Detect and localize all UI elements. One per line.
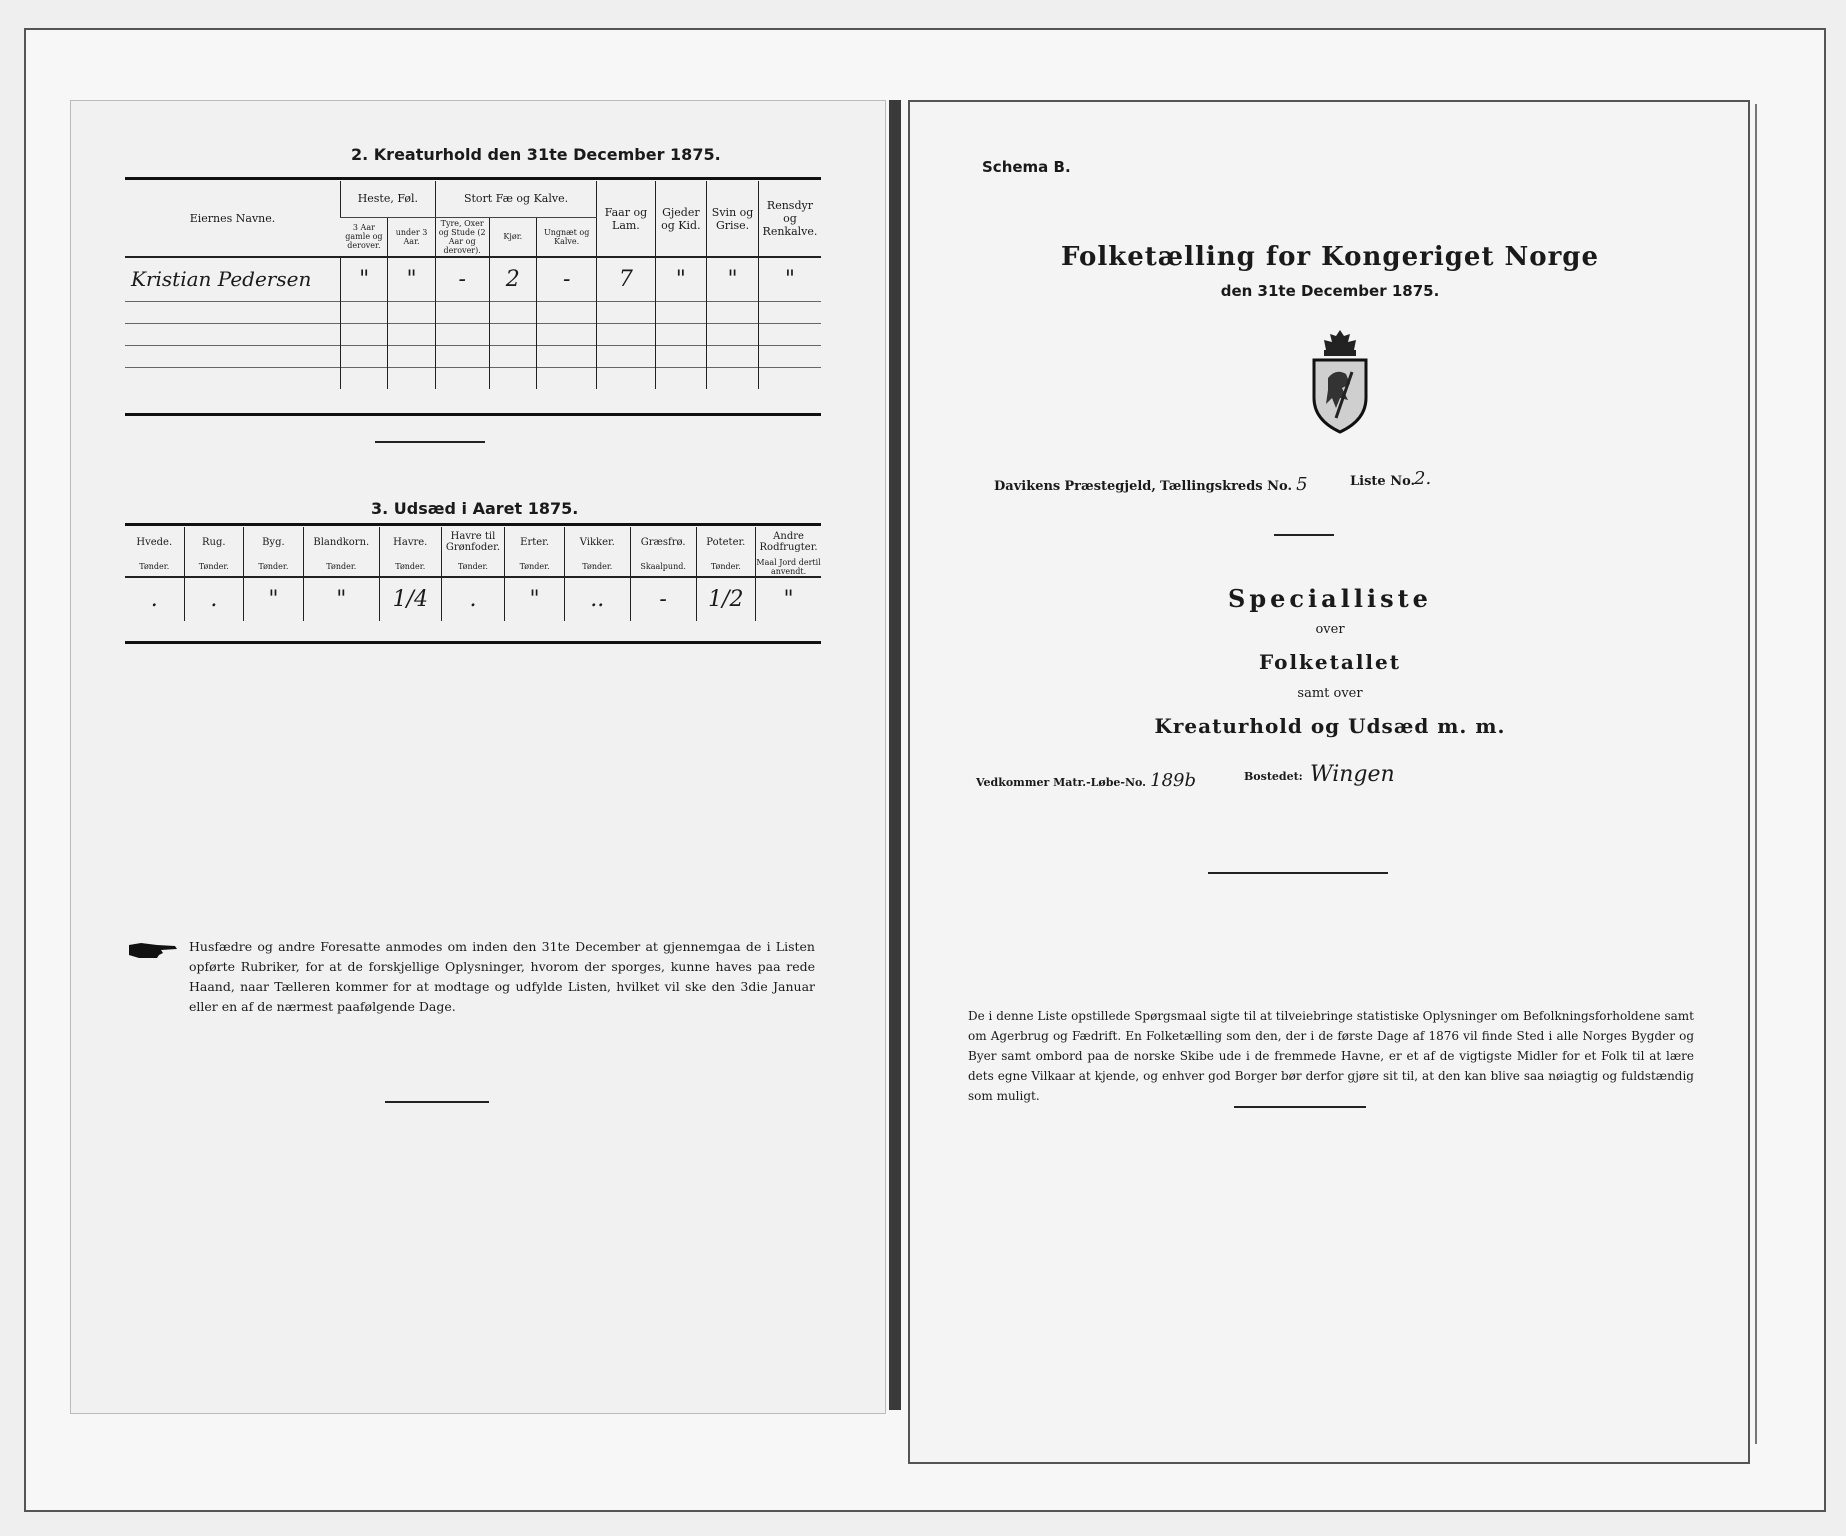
- matr-label: Vedkommer Matr.-Løbe-No.: [976, 776, 1146, 789]
- seed-col-header: Hvede.: [136, 536, 173, 548]
- kreaturhold-title: Kreaturhold og Udsæd m. m.: [1154, 714, 1506, 738]
- divider: [1208, 872, 1388, 874]
- seed-value: .: [184, 577, 244, 621]
- seed-table: [125, 527, 821, 621]
- cell-sheep: 7: [597, 257, 655, 301]
- seed-col-unit: Maal Jord dertil anvendt.: [756, 557, 821, 576]
- parish-name: Davikens: [994, 479, 1061, 494]
- matr-line: [976, 762, 1676, 791]
- divider: [375, 441, 485, 443]
- seed-col-unit: Tønder.: [184, 557, 244, 577]
- seed-col-header: Havre til Grønfoder.: [441, 527, 505, 557]
- section3-title: 3. Udsæd i Aaret 1875.: [371, 499, 579, 518]
- coat-of-arms-icon: [1306, 328, 1374, 434]
- seed-value: ": [244, 577, 304, 621]
- cell-reindeer: ": [758, 257, 821, 301]
- seed-col-unit: Tønder.: [244, 557, 304, 577]
- cell-pigs: ": [707, 257, 759, 301]
- bosted-label: Bostedet:: [1244, 770, 1303, 783]
- seed-value: -: [630, 577, 696, 621]
- specialliste-title: Specialliste: [1228, 584, 1432, 613]
- divider: [385, 1101, 489, 1103]
- over-1: over: [1315, 622, 1345, 637]
- section2-title: 2. Kreaturhold den 31te December 1875.: [351, 145, 721, 164]
- seed-col-header: Erter.: [505, 527, 565, 557]
- divider: [1234, 1106, 1366, 1108]
- book-spine: [889, 100, 901, 1410]
- seed-col-unit: Skaalpund.: [630, 557, 696, 577]
- seed-value: ": [303, 577, 379, 621]
- col-pigs: Svin og Grise.: [707, 181, 759, 257]
- district-number: 5: [1296, 474, 1308, 495]
- seed-value: 1/4: [379, 577, 441, 621]
- col-cattle-cows: Kjør.: [489, 217, 536, 257]
- matr-number: 189b: [1150, 770, 1197, 791]
- col-horses: Heste, Føl.: [340, 181, 435, 217]
- seed-value: .: [150, 587, 158, 612]
- seed-col-header: Byg.: [244, 527, 304, 557]
- col-cattle: Stort Fæ og Kalve.: [435, 181, 597, 217]
- list-label: Liste No.: [1350, 474, 1416, 489]
- schema-label: Schema B.: [982, 158, 1071, 176]
- main-title: Folketælling for Kongeriget Norge: [1060, 242, 1600, 272]
- seed-col-header: Rug.: [184, 527, 244, 557]
- col-cattle-young: Ungnæt og Kalve.: [537, 217, 597, 257]
- col-goats: Gjeder og Kid.: [655, 181, 707, 257]
- seed-col-header: Poteter.: [696, 527, 756, 557]
- cell-horses-young: ": [388, 257, 435, 301]
- cell-cattle-young: -: [537, 257, 597, 301]
- seed-col-header: Andre Rodfrugter.: [756, 527, 821, 557]
- col-reindeer: Rensdyr og Renkalve.: [758, 181, 821, 257]
- cell-cattle-bulls: -: [435, 257, 489, 301]
- cell-horses-old: ": [340, 257, 387, 301]
- seed-value: 1/2: [696, 577, 756, 621]
- livestock-table: [125, 181, 821, 389]
- seed-col-unit: Tønder.: [379, 557, 441, 577]
- col-sheep: Faar og Lam.: [597, 181, 655, 257]
- notice-text: Husfædre og andre Foresatte anmodes om inden den 31te December at gjennemgaa de i Listen opførte Rubriker, for at de forskjellige Oplysninger, hvorom der sporges, kunne haves paa rede Haand, naar Tælleren kommer for at modtage og udfylde Listen, hvilket vil ske den 3die Januar eller en af de nærmest paafølgende Dage.: [189, 939, 815, 1014]
- owner-name: Kristian Pedersen: [131, 267, 312, 292]
- bosted-name: Wingen: [1310, 762, 1395, 787]
- seed-value: ..: [564, 577, 630, 621]
- left-page: [70, 100, 886, 1414]
- seed-col-unit: Tønder.: [696, 557, 756, 577]
- right-page: [908, 100, 1750, 1464]
- seed-value: ": [505, 577, 565, 621]
- col-horses-young: under 3 Aar.: [388, 217, 435, 257]
- seed-col-unit: Tønder.: [564, 557, 630, 577]
- seed-col-header: Blandkorn.: [303, 527, 379, 557]
- list-number: 2.: [1414, 468, 1432, 489]
- parish-label: Præstegjeld,: [1064, 479, 1156, 494]
- seed-value: .: [441, 577, 505, 621]
- parish-line: [994, 468, 1674, 495]
- col-cattle-bulls: Tyre, Oxer og Stude (2 Aar og derover).: [435, 217, 489, 257]
- col-horses-old: 3 Aar gamle og derover.: [345, 223, 383, 251]
- folketallet: Folketallet: [1259, 650, 1401, 674]
- seed-col-header: Græsfrø.: [630, 527, 696, 557]
- census-date: den 31te December 1875.: [1220, 282, 1440, 300]
- seed-value: ": [756, 577, 821, 621]
- seed-col-unit: Tønder.: [139, 562, 170, 571]
- divider: [1274, 534, 1334, 536]
- pointing-hand-icon: [127, 939, 179, 961]
- table-row: [125, 257, 821, 301]
- seed-col-header: Vikker.: [564, 527, 630, 557]
- district-label: Tællingskreds No.: [1160, 479, 1292, 494]
- seed-col-header: Havre.: [379, 527, 441, 557]
- cell-goats: ": [655, 257, 707, 301]
- footer-text: De i denne Liste opstillede Spørgsmaal sigte til at tilveiebringe statistiske Oplysninger om Befolkningsforholdene samt om Agerbrug og Fædrift. En Folketælling som den, der i de første Dage af 1876 vil finde Sted i alle Norges Bygder og Byer samt ombord paa de norske Skibe ude i de fremmede Havne, er et af de vigtigste Midler for et Folk til at lære dets egne Vilkaar at kjende, og enhver god Borger bør derfor gjøre sit til, at den kan blive saa nøiagtig og fuldstændig som muligt.: [968, 1009, 1694, 1103]
- cell-cattle-cows: 2: [489, 257, 536, 301]
- seed-col-unit: Tønder.: [441, 557, 505, 577]
- seed-col-unit: Tønder.: [505, 557, 565, 577]
- samt-over: samt over: [1297, 686, 1363, 701]
- seed-col-unit: Tønder.: [303, 557, 379, 577]
- col-owner: Eiernes Navne.: [189, 212, 276, 225]
